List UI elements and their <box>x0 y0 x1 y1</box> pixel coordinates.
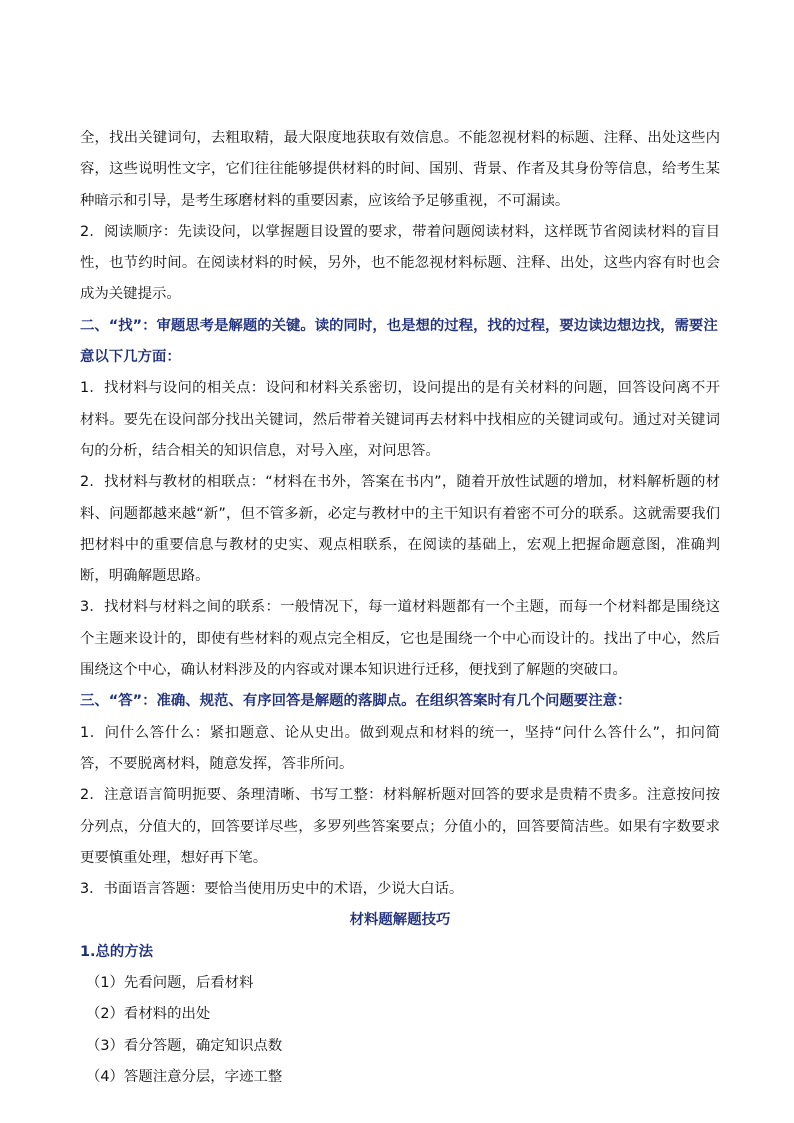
document-body <box>80 123 720 1093</box>
paragraph-find-1: 1．找材料与设问的相关点：设问和材料关系密切，设问提出的是有关材料的问题，回答设问离不开材料。要先在设问部分找出关键词，然后带着关键词再去材料中找相应的关键词或句。通过对关键词句的分析，结合相关的知识信息，对号入座，对问思答。 <box>80 380 720 459</box>
paragraph-answer-3: 3．书面语言答题：要恰当使用历史中的术语，少说大白话。 <box>80 881 464 898</box>
paragraph-reading-continued: 全，找出关键词句，去粗取精，最大限度地获取有效信息。不能忽视材料的标题、注释、出处这些内容，这些说明性文字，它们往往能够提供材料的时间、国别、背景、作者及其身份等信息，给考生某种暗示和引导，是考生琢磨材料的重要因素，应该给予足够重视，不可漏读。 <box>80 130 720 209</box>
paragraph-find-2: 2．找材料与教材的相联点：“材料在书外，答案在书内”，随着开放性试题的增加，材料解析题的材料、问题都越来越“新”，但不管多新，必定与教材中的主干知识有着密不可分的联系。这就需要我们把材料中的重要信息与教材的史实、观点相联系，在阅读的基础上，宏观上把握命题意图，准确判断，明确解题思路。 <box>80 474 720 585</box>
heading-answer: 三、“答”：准确、规范、有序回答是解题的落脚点。在组织答案时有几个问题要注意： <box>80 693 632 710</box>
section-subheading: 1.总的方法 <box>80 943 154 960</box>
list-item: （1）先看问题，后看材料 <box>86 975 254 992</box>
paragraph-answer-2: 2．注意语言简明扼要、条理清晰、书写工整：材料解析题对回答的要求是贵精不贵多。注意按问按分列点，分值大的，回答要详尽些，多罗列些答案要点；分值小的，回答要简洁些。如果有字数要求更要慎重处理，想好再下笔。 <box>80 787 720 866</box>
heading-find: 二、“找”：审题思考是解题的关键。读的同时，也是想的过程，找的过程，要边读边想边找，需要注意以下几方面： <box>80 317 718 366</box>
paragraph-answer-1: 1．问什么答什么：紧扣题意、论从史出。做到观点和材料的统一，坚持“问什么答什么”，扣问简答，不要脱离材料，随意发挥，答非所问。 <box>80 724 720 772</box>
paragraph-reading-order: 2．阅读顺序：先读设问，以掌握题目设置的要求，带着问题阅读材料，这样既节省阅读材料的盲目性，也节约时间。在阅读材料的时候，另外，也不能忽视材料标题、注释、出处，这些内容有时也会成为关键提示。 <box>80 223 720 303</box>
list-item: （4）答题注意分层，字迹工整 <box>86 1068 283 1085</box>
section-title: 材料题解题技巧 <box>349 912 451 929</box>
paragraph-find-3: 3．找材料与材料之间的联系：一般情况下，每一道材料题都有一个主题，而每一个材料都是围绕这个主题来设计的，即使有些材料的观点完全相反，它也是围绕一个中心而设计的。找出了中心，然后围绕这个中心，确认材料涉及的内容或对课本知识进行迁移，便找到了解题的突破口。 <box>80 599 720 679</box>
list-item: （3）看分答题，确定知识点数 <box>86 1037 283 1054</box>
list-item: （2）看材料的出处 <box>86 1006 211 1023</box>
